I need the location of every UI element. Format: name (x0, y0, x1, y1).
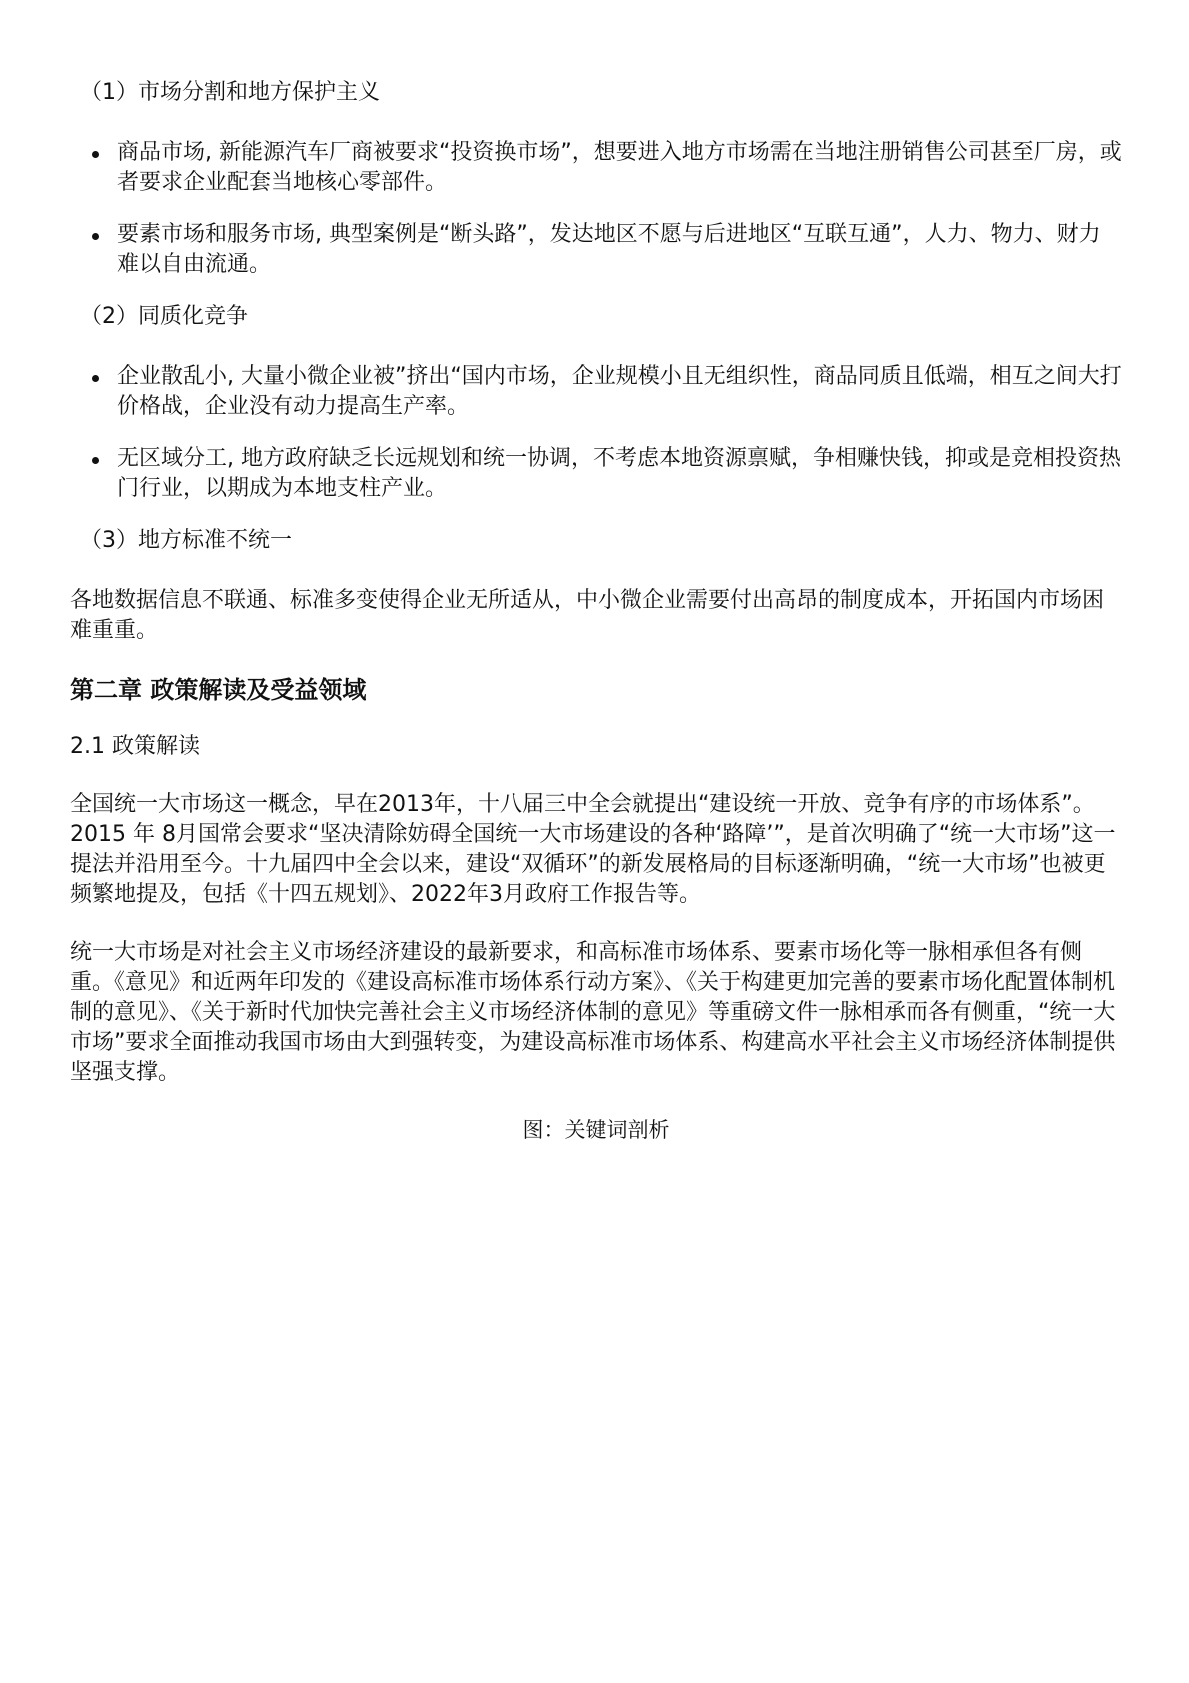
paragraph-policy-1: 全国统一大市场这一概念，早在2013年，十八届三中全会就提出“建设统一开放、竞争有序的市场体系”。2015 年 8月国常会要求“坚决清除妨碍全国统一大市场建设的各种‘路障’”，是首次明确了“统一大市场”这一提法并沿用至今。十九届四中全会以来，建设“双循环”的新发展格局的目标逐渐明确，“统一大市场”也被更频繁地提及，包括《十四五规划》、2022年3月政府工作报告等。 (70, 792, 1116, 907)
paragraph-policy-2: 统一大市场是对社会主义市场经济建设的最新要求，和高标准市场体系、要素市场化等一脉相承但各有侧重。《意见》和近两年印发的《建设高标准市场体系行动方案》、《关于构建更加完善的要素市场化配置体制机制的意见》、《关于新时代加快完善社会主义市场经济体制的意见》等重磅文件一脉相承而各有侧重，“统一大市场”要求全面推动我国市场由大到强转变，为建设高标准市场体系、构建高水平社会主义市场经济体制提供坚强支撑。 (70, 940, 1116, 1085)
bullet-list-1 (70, 138, 1122, 280)
section-title: 2.1 政策解读 (70, 734, 200, 759)
list-item (70, 138, 1122, 198)
chapter-title: 第二章 政策解读及受益领域 (70, 676, 367, 704)
bullet-dot (92, 457, 99, 464)
subsection-title-3: （3）地方标准不统一 (80, 528, 292, 553)
list-item-text: 要素市场和服务市场, 典型案例是“断头路”，发达地区不愿与后进地区“互联互通”，人力、物力、财力难以自由流通。 (117, 222, 1101, 277)
bullet-dot (92, 375, 99, 382)
list-item-text: 企业散乱小, 大量小微企业被”挤出“国内市场，企业规模小且无组织性，商品同质且低端，相互之间大打价格战，企业没有动力提高生产率。 (117, 364, 1122, 419)
list-item-text: 商品市场, 新能源汽车厂商被要求“投资换市场”，想要进入地方市场需在当地注册销售公司甚至厂房，或者要求企业配套当地核心零部件。 (117, 140, 1122, 195)
list-item (70, 220, 1122, 280)
list-item (70, 362, 1122, 422)
document-page (70, 78, 1122, 1144)
subsection-title-2: （2）同质化竞争 (80, 304, 248, 329)
bullet-list-2 (70, 362, 1122, 504)
figure-caption: 图：关键词剖析 (522, 1118, 670, 1142)
bullet-dot (92, 233, 99, 240)
list-item-text: 无区域分工, 地方政府缺乏长远规划和统一协调，不考虑本地资源禀赋，争相赚快钱，抑或是竞相投资热门行业，以期成为本地支柱产业。 (117, 446, 1121, 501)
bullet-dot (92, 151, 99, 158)
paragraph-standards: 各地数据信息不联通、标准多变使得企业无所适从，中小微企业需要付出高昂的制度成本，开拓国内市场困难重重。 (70, 588, 1105, 643)
list-item (70, 444, 1122, 504)
subsection-title-1: （1）市场分割和地方保护主义 (80, 80, 380, 105)
